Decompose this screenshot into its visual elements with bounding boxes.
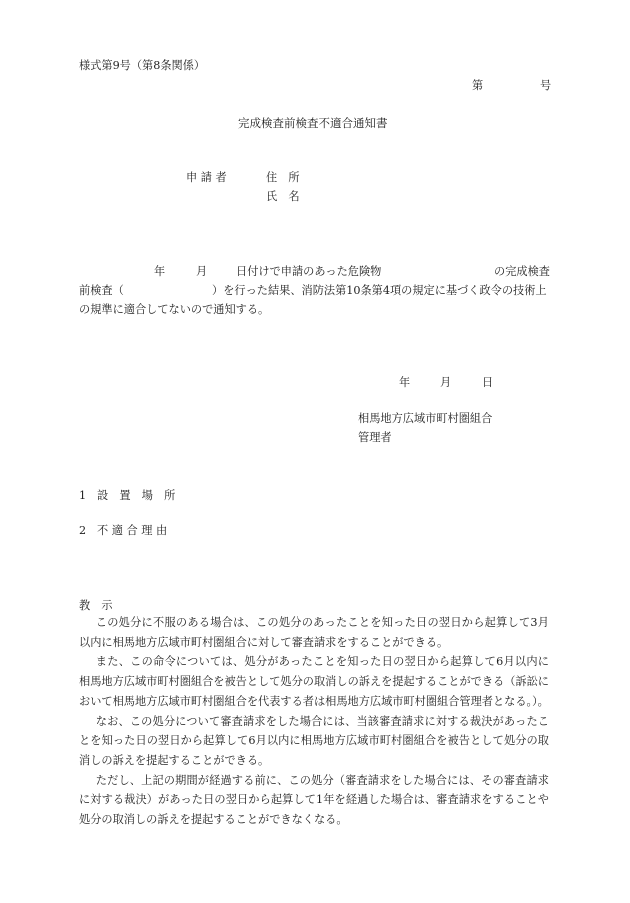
body-text-4: ）を行った結果、消防法第10条第4項の規定に基づく政令の技術上	[212, 284, 547, 297]
item-1-label: 設 置 場 所	[97, 489, 176, 502]
date-month: 月	[440, 376, 452, 389]
body-text-5: の規準に適合してないので通知する。	[79, 303, 270, 316]
body-text-3: 前検査（	[79, 284, 124, 297]
notice-body	[79, 613, 549, 830]
item-1-number: 1	[79, 489, 87, 502]
body-month: 月	[196, 265, 208, 278]
body-year: 年	[154, 265, 166, 278]
issuer-role: 管理者	[358, 431, 392, 444]
issuer-organization: 相馬地方広域市町村圏組合	[358, 412, 493, 425]
notice-paragraph: ただし、上記の期間が経過する前に、この処分（審査請求をした場合には、その審査請求に対する裁決）があった日の翌日から起算して1年を経過した場合は、審査請求をすることや処分の取消しの訴えを提起することができなくなる。	[79, 773, 549, 827]
notice-paragraph: この処分に不服のある場合は、この処分のあったことを知った日の翌日から起算して3月以内に相馬地方広域市町村圏組合に対して審査請求をすることができる。	[79, 616, 549, 649]
date-year: 年	[399, 376, 411, 389]
item-2-number: 2	[79, 524, 87, 537]
name-label: 氏 名	[266, 190, 300, 203]
item-2-label: 不 適 合 理 由	[97, 524, 168, 537]
address-label: 住 所	[266, 171, 300, 184]
number-go: 号	[540, 79, 552, 92]
form-reference: 様式第9号（第8条関係）	[79, 59, 206, 72]
body-text-1: 日付けで申請のあった危険物	[236, 265, 382, 278]
applicant-label: 申 請 者	[186, 171, 227, 184]
body-text-2: の完成検査	[494, 265, 550, 278]
date-day: 日	[482, 376, 494, 389]
notice-heading: 教 示	[79, 599, 113, 612]
notice-paragraph: なお、この処分について審査請求をした場合には、当該審査請求に対する裁決があったことを知った日の翌日から起算して6月以内に相馬地方広域市町村圏組合を被告として処分の取消しの訴えを提起することができる。	[79, 714, 549, 767]
document-title: 完成検査前検査不適合通知書	[238, 116, 388, 130]
notice-paragraph: また、この命令については、処分があったことを知った日の翌日から起算して6月以内に相馬地方広域市町村圏組合を被告として処分の取消しの訴えを提起することができる（訴訟において相馬地方広域市町村圏組合を代表する者は相馬地方広域市町村圏組合管理者となる。）。	[79, 655, 549, 708]
number-dai: 第	[472, 79, 484, 92]
